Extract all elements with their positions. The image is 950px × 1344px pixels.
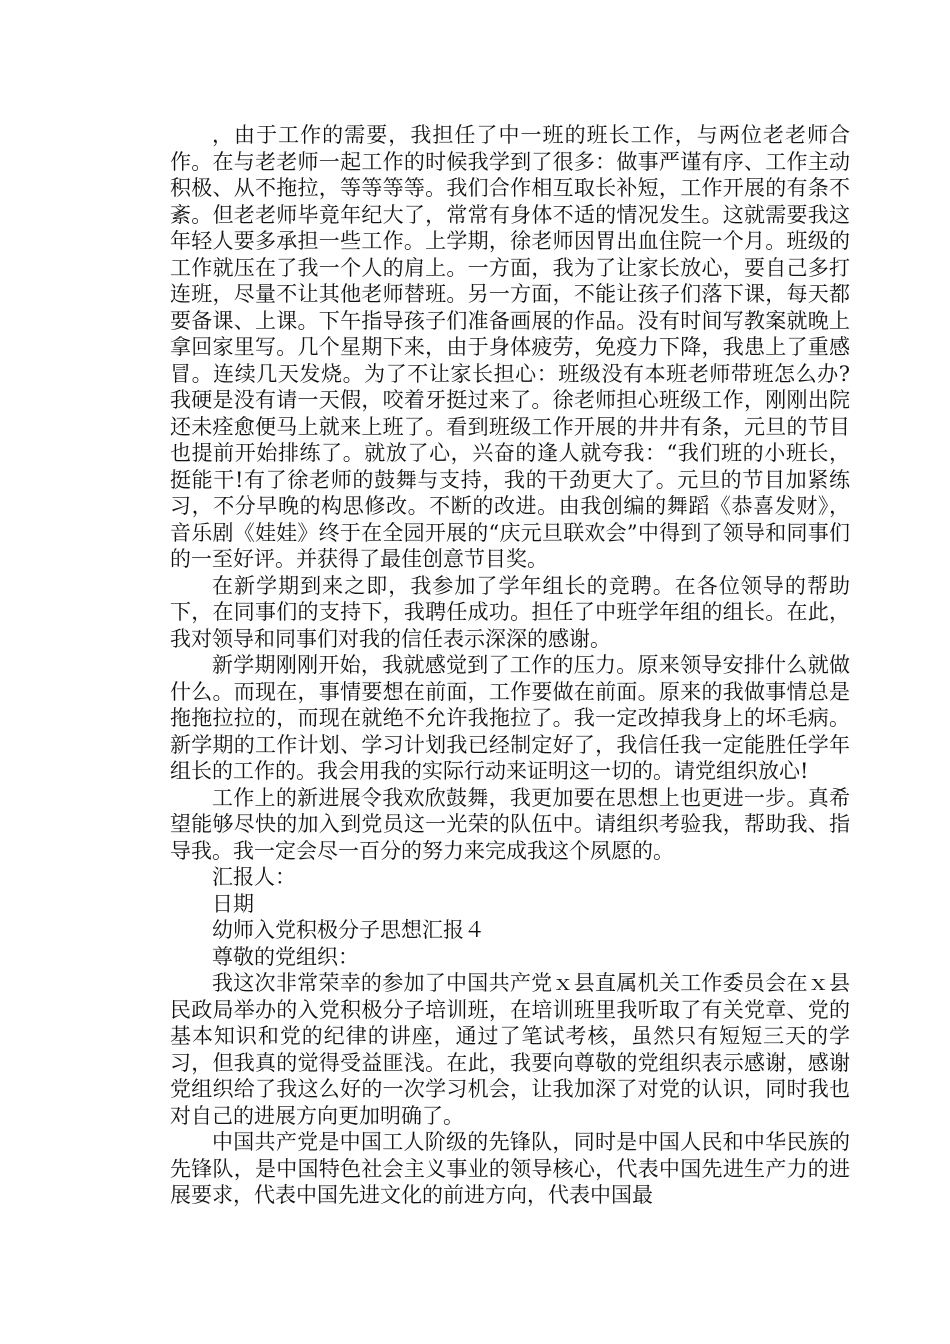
- paragraph-party-vanguard: 中国共产党是中国工人阶级的先锋队，同时是中国人民和中华民族的先锋队，是中国特色社会主义事业的领导核心，代表中国先进生产力的进展要求，代表中国先进文化的前进方向，代表中国最: [170, 1130, 850, 1207]
- section-title: 幼师入党积极分子思想汇报４: [212, 918, 485, 942]
- paragraph-training: 我这次非常荣幸的参加了中国共产党ｘ县直属机关工作委员会在ｘ县民政局举办的入党积极分子培训班，在培训班里我听取了有关党章、党的基本知识和党的纪律的讲座，通过了笔试考核，虽然只有短短三天的学习，但我真的觉得受益匪浅。在此，我要向尊敬的党组织表示感谢，感谢党组织给了我这么好的一次学习机会，让我加深了对党的认识，同时我也对自己的进展方向更加明确了。: [170, 971, 850, 1128]
- paragraph-aspiration: 工作上的新进展令我欢欣鼓舞，我更加要在思想上也更进一步。真希望能够尽快的加入到党员这一光荣的队伍中。请组织考验我，帮助我、指导我。我一定会尽一百分的努力来完成我这个夙愿的。: [170, 785, 850, 863]
- salutation: 尊敬的党组织：: [212, 944, 359, 969]
- paragraph-work-experience: ，由于工作的需要，我担任了中一班的班长工作，与两位老老师合作。在与老老师一起工作的时候我学到了很多：做事严谨有序、工作主动积极、从不拖拉，等等等等。我们合作相互取长补短，工作开展的有条不紊。但老老师毕竟年纪大了，常常有身体不适的情况发生。这就需要我这年轻人要多承担一些工作。上学期，徐老师因胃出血住院一个月。班级的工作就压在了我一个人的肩上。一方面，我为了让家长放心，要自己多打连班，尽量不让其他老师替班。另一方面，不能让孩子们落下课，每天都要备课、上课。下午指导孩子们准备画展的作品。没有时间写教案就晚上拿回家里写。几个星期下来，由于身体疲劳，免疫力下降，我患上了重感冒。连续几天发烧。为了不让家长担心：班级没有本班老师带班怎么办?我硬是没有请一天假，咬着牙挺过来了。徐老师担心班级工作，刚刚出院还未痊愈便马上就来上班了。看到班级工作开展的井井有条，元旦的节目也提前开始排练了。就放了心，兴奋的逢人就夸我：“我们班的小班长，挺能干!有了徐老师的鼓舞与支持，我的干劲更大了。元旦的节目加紧练习，不分早晚的构思修改。不断的改进。由我创编的舞蹈《恭喜发财》，音乐剧《娃娃》终于在全园开展的“庆元旦联欢会”中得到了领导和同事们的一至好评。并获得了最佳创意节目奖。: [170, 123, 850, 571]
- signature-label: 汇报人：: [212, 865, 296, 889]
- paragraph-new-semester: 新学期刚刚开始，我就感觉到了工作的压力。原来领导安排什么就做什么。而现在，事情要想在前面，工作要做在前面。原来的我做事情总是拖拖拉拉的，而现在就绝不允许我拖拉了。我一定改掉我身上的坏毛病。新学期的工作计划、学习计划我已经制定好了，我信任我一定能胜任学年组长的工作的。我会用我的实际行动来证明这一切的。请党组织放心!: [170, 653, 850, 783]
- paragraph-group-leader: 在新学期到来之即，我参加了学年组长的竞聘。在各位领导的帮助下，在同事们的支持下，我聘任成功。担任了中班学年组的组长。在此，我对领导和同事们对我的信任表示深深的感谢。: [170, 573, 850, 651]
- date-label: 日期: [212, 891, 254, 916]
- document-body: [170, 122, 850, 1209]
